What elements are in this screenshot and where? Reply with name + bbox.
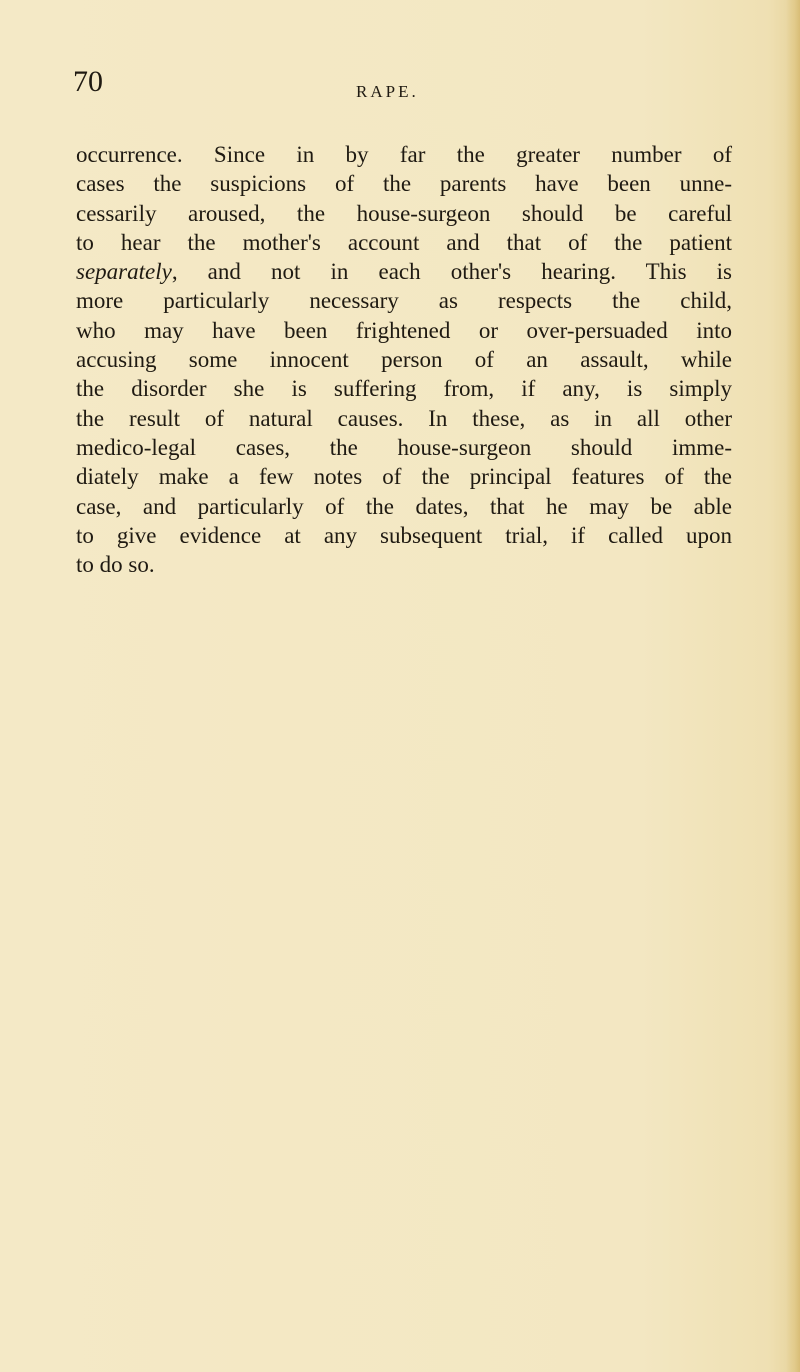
text-line: to hear the mother's account and that of the patient	[76, 229, 732, 255]
text-line: cases the suspicions of the parents have been unne-	[76, 171, 732, 197]
text-line: occurrence. Since in by far the greater number of	[76, 142, 732, 167]
page-edge-shadow	[786, 0, 800, 1372]
page-number: 70	[73, 65, 103, 98]
body-paragraph	[76, 140, 732, 579]
text-line: accusing some innocent person of an assault, while	[76, 347, 732, 373]
text-line: diately make a few notes of the principal features of the	[76, 464, 732, 490]
text-line: the result of natural causes. In these, as in all other	[76, 405, 732, 431]
running-title: RAPE.	[356, 82, 419, 101]
emphasis-text: separately	[76, 259, 172, 285]
text-line: the disorder she is suffering from, if any, is simply	[76, 376, 732, 402]
text-line: separately, and not in each other's hearing. This is	[76, 259, 732, 285]
text-line: to give evidence at any subsequent trial, if called upon	[76, 522, 732, 548]
text-line: cessarily aroused, the house-surgeon should be careful	[76, 200, 732, 226]
text-line: who may have been frightened or over-persuaded into	[76, 317, 732, 343]
text-line: medico-legal cases, the house-surgeon should imme-	[76, 434, 732, 460]
text-line: to do so.	[76, 552, 155, 578]
text-line: more particularly necessary as respects the child,	[76, 288, 732, 314]
text-line: case, and particularly of the dates, that he may be able	[76, 493, 732, 519]
